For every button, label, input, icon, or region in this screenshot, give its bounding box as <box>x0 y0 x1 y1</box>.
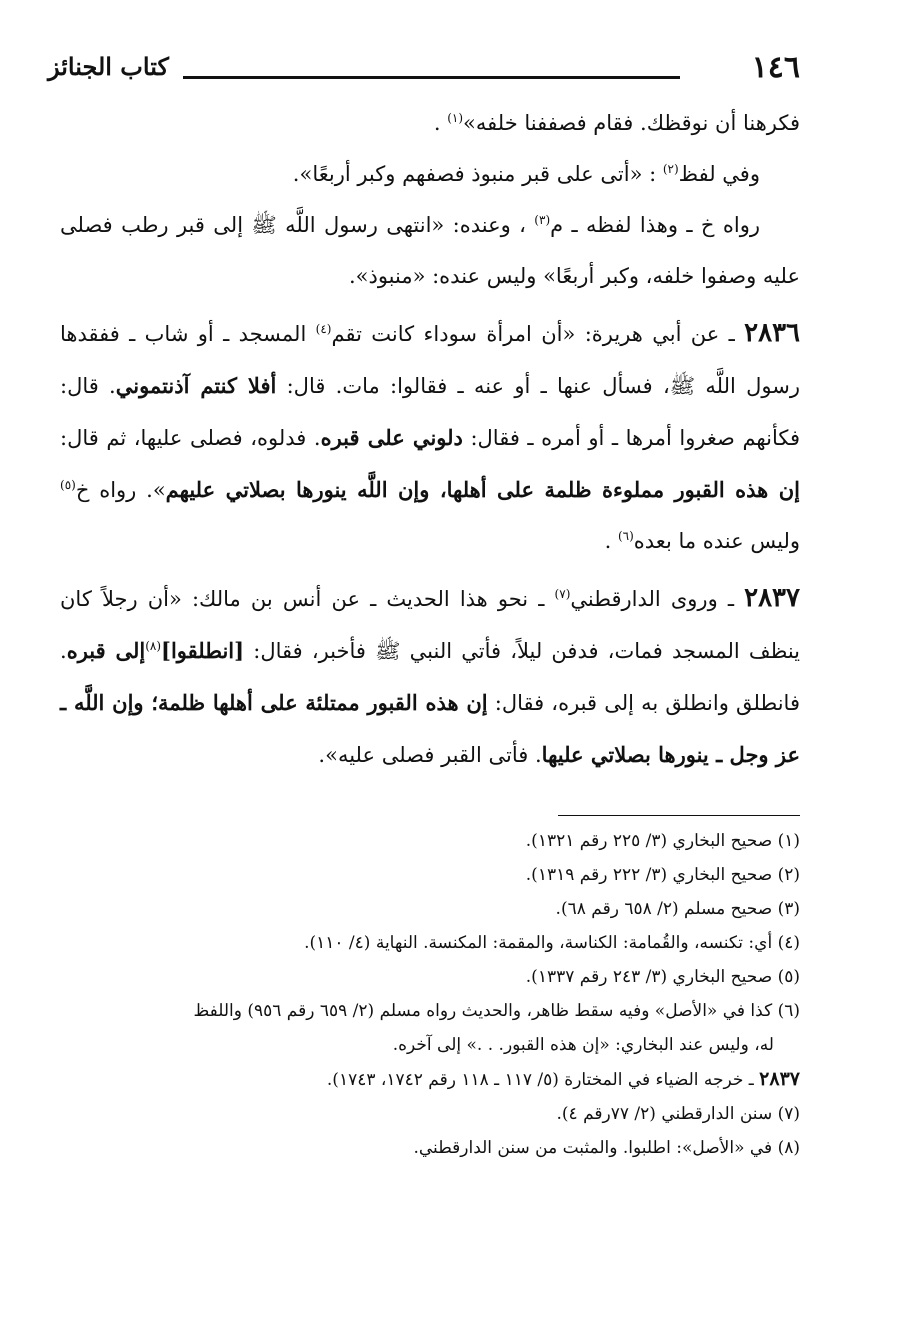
footnote-6: (٦) كذا في «الأصل» وفيه سقط ظاهر، والحديث رواه مسلم (٢/ ٦٥٩ رقم ٩٥٦) واللفظ <box>193 1001 800 1021</box>
header-rule <box>183 76 680 79</box>
paragraph-continued: فكرهنا أن نوقظك. فقام فصففنا خلفه»$^{(١)}$ . <box>433 111 800 135</box>
page-header <box>48 50 800 90</box>
footnote-3: (٣) صحيح مسلم (٢/ ٦٥٨ رقم ٦٨). <box>555 899 800 919</box>
hadith-2836: ٢٨٣٦ ـ عن أبي هريرة: «أن امرأة سوداء كانت تقم$^{(٤)}$ المسجد ـ أو شاب ـ ففقدها رسول اللَّه ﷺ، فسأل عنها ـ أو عنه ـ فقالوا: مات. قال: أفلا كنتم آذنتموني. قال: فكأنهم صغروا أمرها ـ أو أمره ـ فقال: دلوني على قبره. فدلوه، فصلى عليها، ثم قال: إن هذه القبور مملوءة ظلمة على أهلها، وإن اللَّه ينورها بصلاتي عليهم». رواه خ$^{(٥)}$ وليس عنده ما بعده$^{(٦)}$ . <box>60 318 800 553</box>
hadith-number: ٢٨٣٦ <box>744 318 800 348</box>
paragraph-narration: رواه خ ـ وهذا لفظه ـ م$^{(٣)}$ ، وعنده: «انتهى رسول اللَّه ﷺ إلى قبر رطب فصلى عليه وصفوا خلفه، وكبر أربعًا» وليس عنده: «منبوذ». <box>60 213 800 288</box>
footnote-6-continued: له، وليس عند البخاري: «إن هذه القبور. . .» إلى آخره. <box>392 1035 774 1055</box>
footnote-ref: (٣) <box>534 213 551 227</box>
footnote-7: (٧) سنن الدارقطني (٢/ ٧٧رقم ٤). <box>556 1104 800 1124</box>
footnote-ref: (١) <box>447 111 464 125</box>
book-title: كتاب الجنائز <box>48 52 169 81</box>
footnote-1: (١) صحيح البخاري (٣/ ٢٢٥ رقم ١٣٢١). <box>525 831 800 851</box>
footnote-ref: (٨) <box>145 639 162 653</box>
footnote-8: (٨) في «الأصل»: اطلبوا. والمثبت من سنن الدارقطني. <box>413 1138 800 1158</box>
paragraph-variant: وفي لفظ$^{(٢)}$ : «أتى على قبر منبوذ فصفهم وكبر أربعًا». <box>292 162 760 186</box>
hadith-2837: ٢٨٣٧ ـ وروى الدارقطني$^{(٧)}$ ـ نحو هذا الحديث ـ عن أنس بن مالك: «أن رجلاً كان ينظف المسجد فمات، فدفن ليلاً، فأتي النبي ﷺ فأخبر، فقال: [انطلقوا]$^{(٨)}$إلى قبره. فانطلق وانطلق به إلى قبره، فقال: إن هذه القبور ممتلئة على أهلها ظلمة؛ وإن اللَّه ـ عز وجل ـ ينورها بصلاتي عليها. فأتى القبر فصلى عليه». <box>60 583 800 767</box>
footnote-ref: (٢) <box>662 162 679 176</box>
footnote-ref: (٧) <box>554 587 571 601</box>
page-number: ١٤٦ <box>751 50 800 85</box>
footnote-2837: ٢٨٣٧ ـ خرجه الضياء في المختارة (٥/ ١١٧ ـ ١١٨ رقم ١٧٤٢، ١٧٤٣). <box>326 1068 800 1090</box>
footnote-ref: (٤) <box>315 322 332 336</box>
footnote-4: (٤) أي: تكنسه، والقُمامة: الكناسة، والمقمة: المكنسة. النهاية (٤/ ١١٠). <box>304 933 800 953</box>
hadith-number: ٢٨٣٧ <box>744 583 800 613</box>
footnote-5: (٥) صحيح البخاري (٣/ ٢٤٣ رقم ١٣٣٧). <box>525 967 800 987</box>
footnote-separator <box>558 815 800 816</box>
footnote-2: (٢) صحيح البخاري (٣/ ٢٢٢ رقم ١٣١٩). <box>525 865 800 885</box>
footnote-ref: (٥) <box>60 478 76 492</box>
footnotes <box>60 824 800 1165</box>
footnote-ref: (٦) <box>617 529 634 543</box>
main-text <box>60 98 800 781</box>
